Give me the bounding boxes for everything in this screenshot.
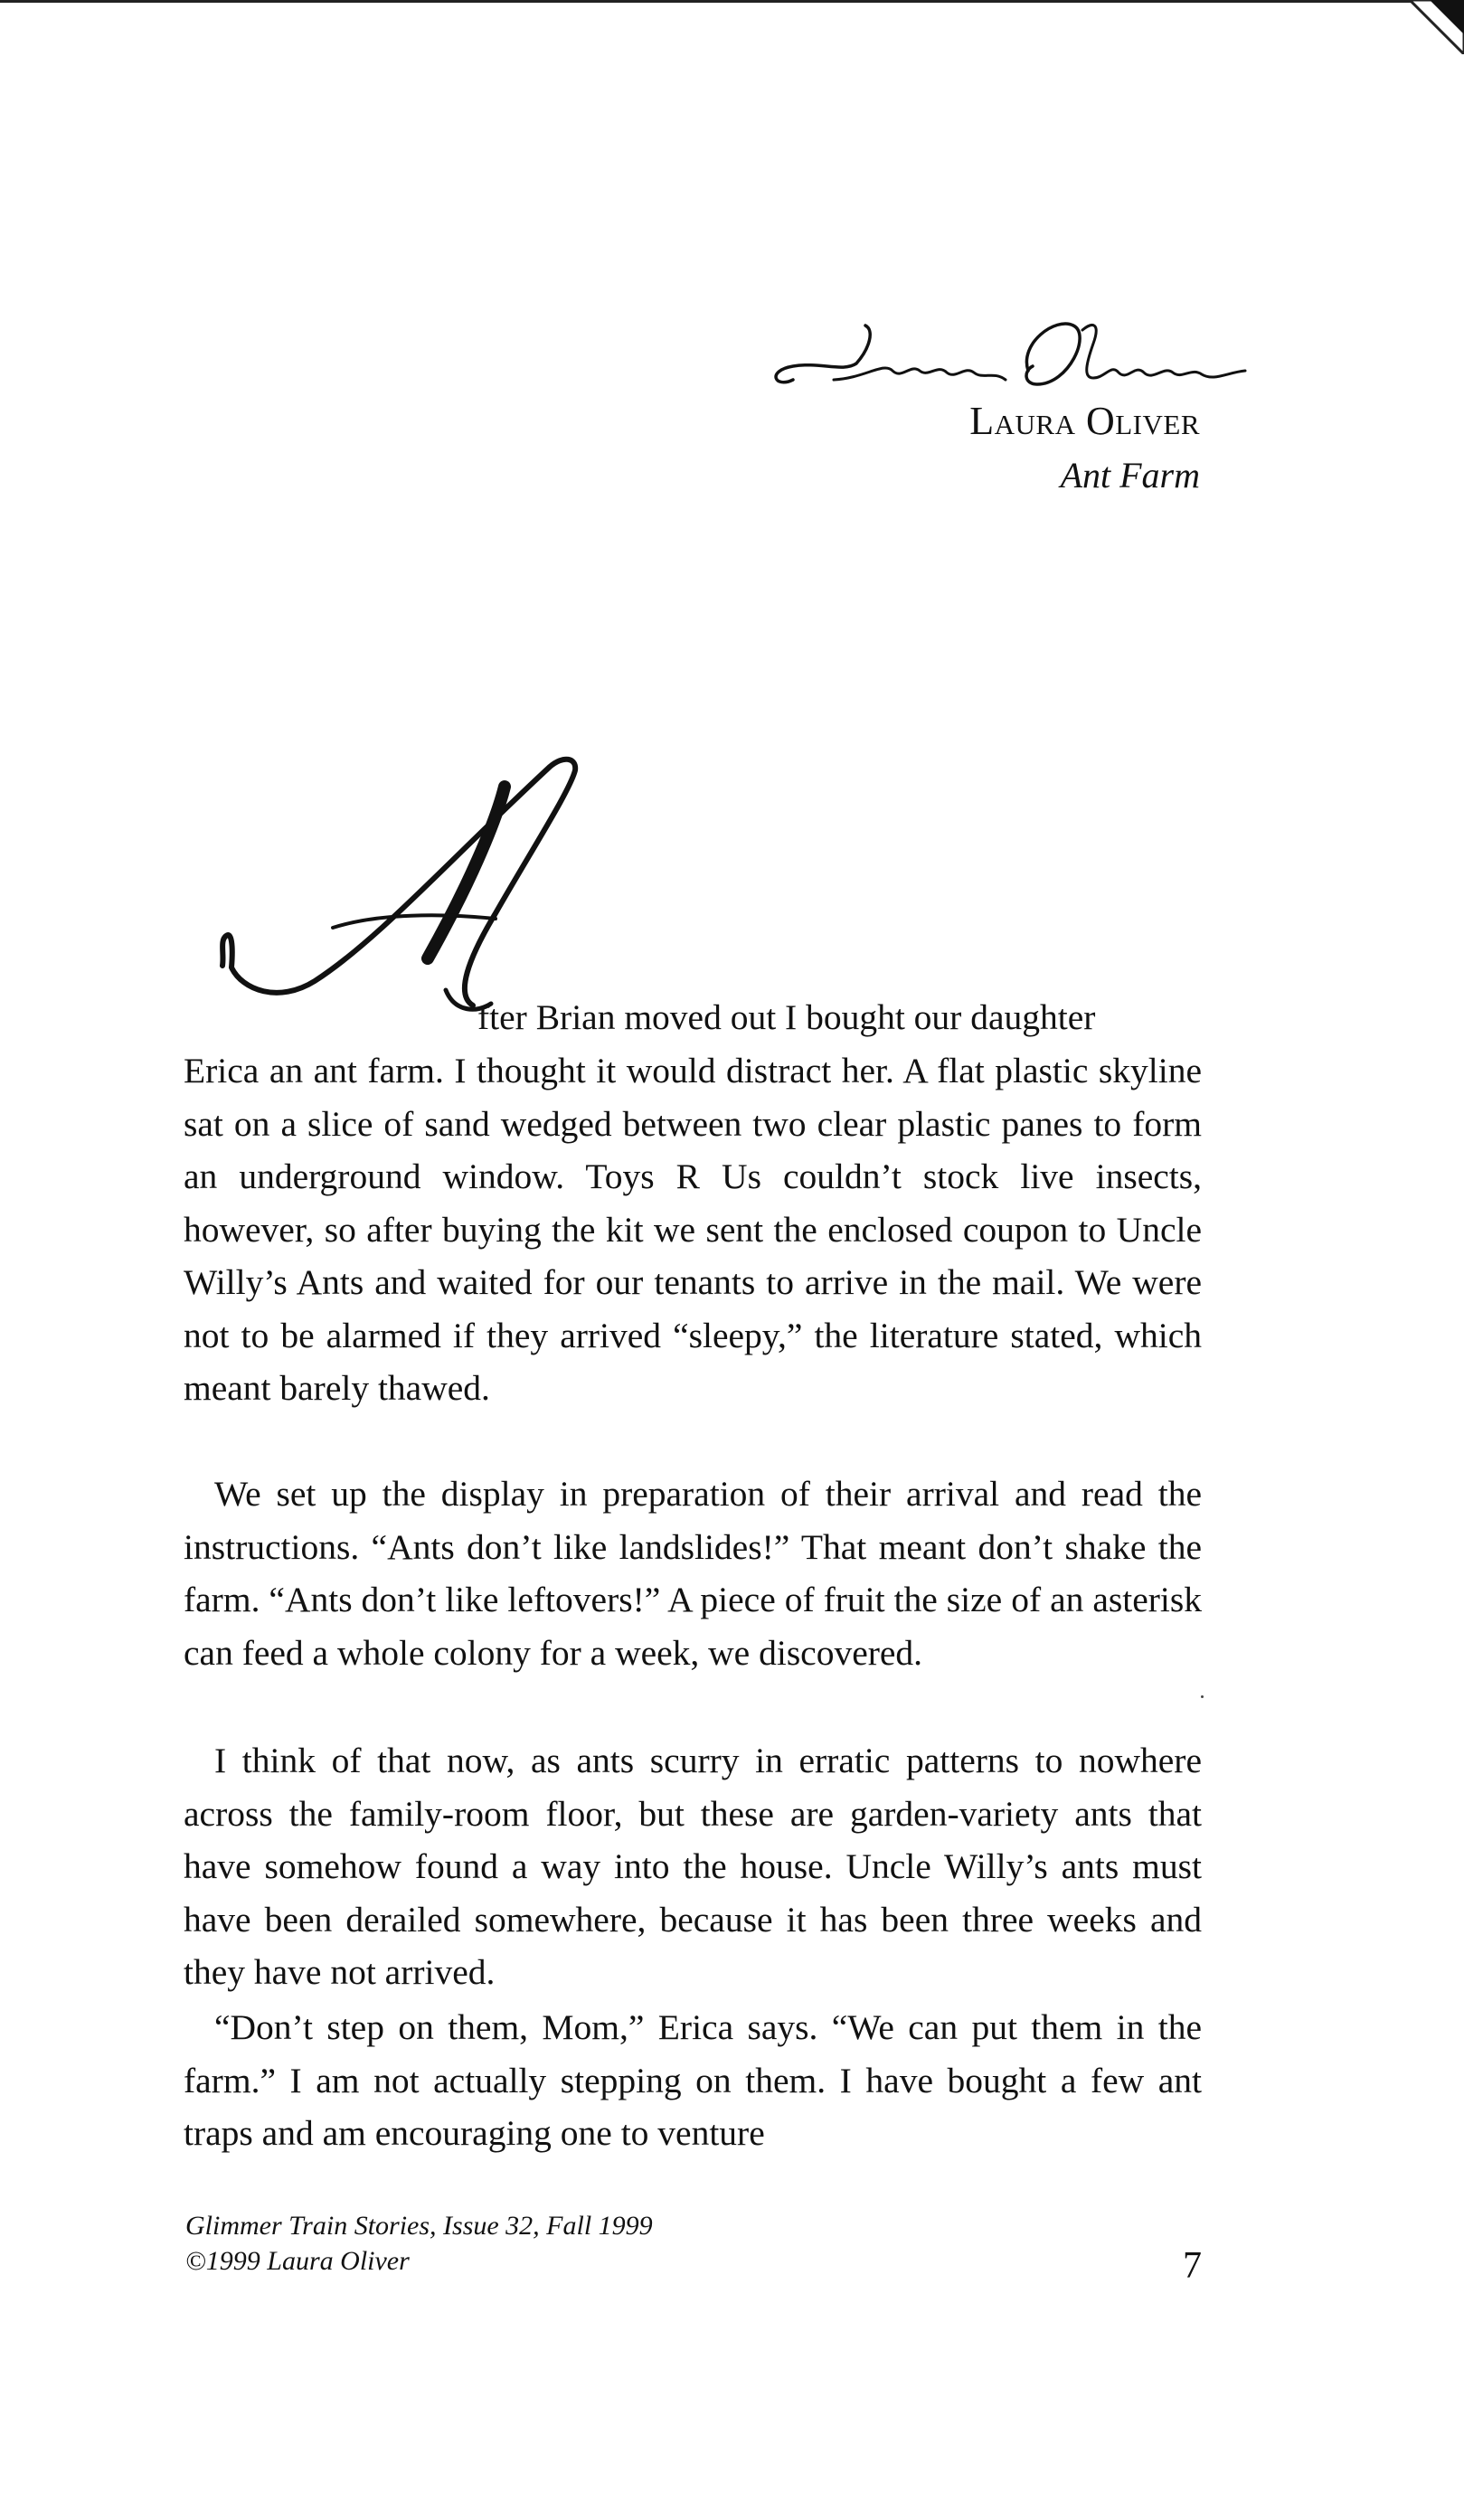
- publication-line: Glimmer Train Stories, Issue 32, Fall 1999: [185, 2211, 653, 2241]
- story-opening-line: fter Brian moved out I bought our daughter: [477, 997, 1096, 1037]
- paragraph-text: We set up the display in preparation of their arrival and read the instructions. “Ants don’t like landslides!” That meant don’t shake the farm. “Ants don’t like leftovers!” A piece of fruit the size of an asterisk can feed a whole colony for a week, we discovered.: [184, 1474, 1202, 1673]
- page-number: 7: [1183, 2245, 1202, 2287]
- author-name: Laura Oliver: [969, 399, 1200, 443]
- page-top-edge: [0, 0, 1429, 3]
- footer-credit: [185, 2208, 653, 2279]
- story-title: Ant Farm: [1060, 455, 1200, 496]
- drop-cap-letter: A: [206, 750, 207, 751]
- stray-print-mark: [1201, 1695, 1204, 1698]
- story-paragraph: [184, 1468, 1202, 1679]
- copyright-line: ©1999 Laura Oliver: [185, 2246, 410, 2276]
- paragraph-text: Erica an ant farm. I thought it would distract her. A flat plastic skyline sat on a slice of sand wedged between two clear plastic panes to form an underground window. Toys R Us couldn’t stock live insects, however, so after buying the kit we sent the enclosed coupon to Uncle Willy’s Ants and waited for our tenants to arrive in the mail. We were not to be alarmed if they arrived “sleepy,” the literature stated, which meant barely thawed.: [184, 1051, 1202, 1408]
- story-header: [567, 307, 1200, 506]
- paragraph-text: “Don’t step on them, Mom,” Erica says. “We can put them in the farm.” I am not actually stepping on them. I have bought a few ant traps and am encouraging one to venture: [184, 2007, 1202, 2153]
- page-corner-fold: [1410, 0, 1464, 54]
- story-paragraph: [184, 1044, 1202, 1415]
- story-paragraph: [184, 1734, 1202, 1999]
- story-paragraph: [184, 2001, 1202, 2160]
- paragraph-text: I think of that now, as ants scurry in erratic patterns to nowhere across the family-room floor, but these are garden-variety ants that have somehow found a way into the house. Uncle Willy’s ants must have been derailed somewhere, because it has been three weeks and they have not arrived.: [184, 1741, 1202, 1992]
